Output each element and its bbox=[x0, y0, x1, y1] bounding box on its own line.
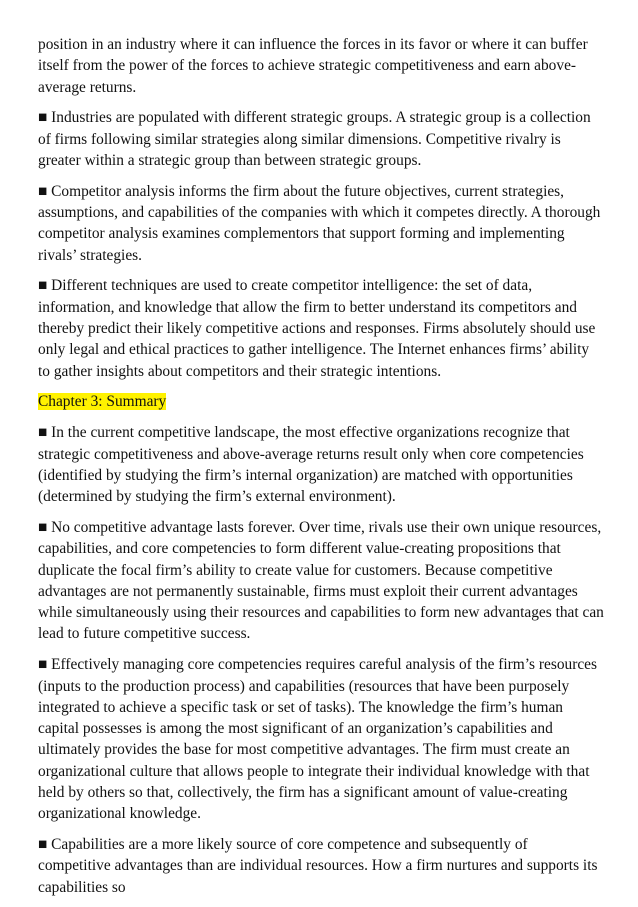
paragraph-managing-competencies: ■ Effectively managing core competencies requires careful analysis of the firm’s resources (inputs to the production process) and capabilities (resources that have been purposely integrated to achieve a specific task or set of tasks). The knowledge the firm’s human capital possesses is among the most significant of an organization’s capabilities and ultimately provides the base for most competitive advantages. The firm must create an organizational culture that allows people to integrate their individual knowledge with that held by others so that, collectively, the firm has a significant amount of value-creating organizational knowledge. bbox=[38, 656, 597, 823]
paragraph-continuation: position in an industry where it can influence the forces in its favor or where it can buffer itself from the power of the forces to achieve strategic competitiveness and earn above-average returns. bbox=[38, 36, 588, 96]
section-heading-text: Chapter 3: Summary bbox=[38, 393, 167, 411]
paragraph-competitive-advantage: ■ No competitive advantage lasts forever. Over time, rivals use their own unique resources, capabilities, and core competencies to form different value-creating propositions that duplicate the focal firm’s ability to create value for customers. Because competitive advantages are not permanently sustainable, firms must exploit their current advantages while simultaneously using their resources and capabilities to form new advantages that can lead to future competitive success. bbox=[38, 518, 604, 643]
paragraph-core-competencies: ■ In the current competitive landscape, the most effective organizations recognize that strategic competitiveness and above-average returns result only when core competencies (identified by studying the firm’s internal organization) are matched with opportunities (determined by studying the firm’s external environment). bbox=[38, 424, 584, 506]
paragraph-competitor-intelligence: ■ Different techniques are used to create competitor intelligence: the set of data, information, and knowledge that allow the firm to better understand its competitors and thereby predict their likely competitive actions and responses. Firms absolutely should use only legal and ethical practices to gather intelligence. The Internet enhances firms’ ability to gather insights about competitors and their strategic intentions. bbox=[38, 277, 596, 380]
paragraph-strategic-groups: ■ Industries are populated with different strategic groups. A strategic group is a collection of firms following similar strategies along similar dimensions. Competitive rivalry is greater within a strategic group than between strategic groups. bbox=[38, 109, 591, 169]
section-heading bbox=[38, 391, 604, 412]
paragraph-capabilities: ■ Capabilities are a more likely source of core competence and subsequently of competitive advantages than are individual resources. How a firm nurtures and supports its capabilities so bbox=[38, 836, 598, 896]
document-page bbox=[38, 34, 604, 907]
paragraph-competitor-analysis: ■ Competitor analysis informs the firm about the future objectives, current strategies, assumptions, and capabilities of the companies with which it competes directly. A thorough competitor analysis examines complementors that support forming and implementing rivals’ strategies. bbox=[38, 182, 601, 264]
